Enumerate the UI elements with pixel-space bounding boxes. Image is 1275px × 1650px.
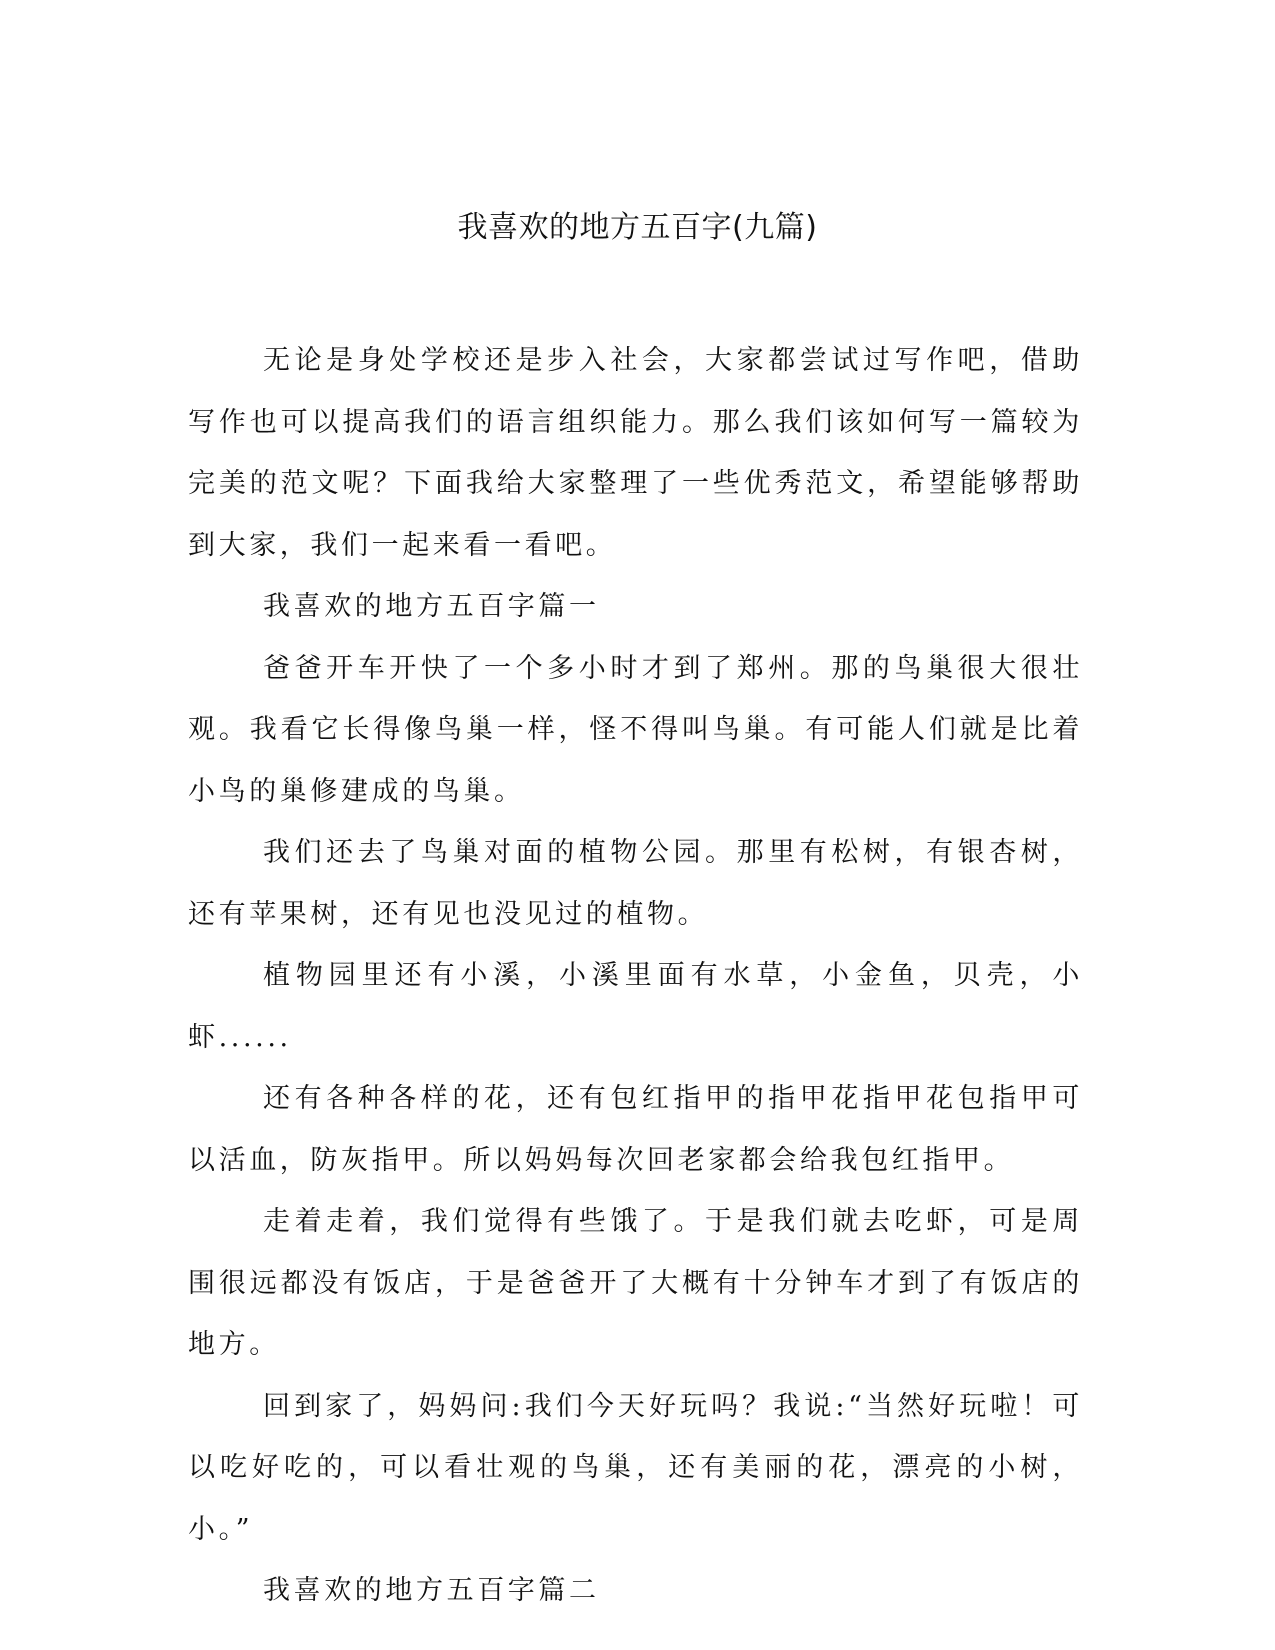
paragraph-intro: 无论是身处学校还是步入社会，大家都尝试过写作吧，借助写作也可以提高我们的语言组织能力。那么我们该如何写一篇较为完美的范文呢？下面我给大家整理了一些优秀范文，希望能够帮助到大家，我们一起来看一看吧。 [188, 345, 1083, 561]
document-title: 我喜欢的地方五百字(九篇) [457, 210, 818, 245]
paragraph: 植物园里还有小溪，小溪里面有水草，小金鱼，贝壳，小虾...... [188, 960, 1083, 1053]
paragraph: 回到家了，妈妈问:我们今天好玩吗？我说:“当然好玩啦！可以吃好吃的，可以看壮观的鸟巢，还有美丽的花，漂亮的小树，小。” [188, 1390, 1083, 1545]
paragraph: 走着走着，我们觉得有些饿了。于是我们就去吃虾，可是周围很远都没有饭店，于是爸爸开了大概有十分钟车才到了有饭店的地方。 [188, 1206, 1083, 1360]
paragraph: 爸爸开车开快了一个多小时才到了郑州。那的鸟巢很大很壮观。我看它长得像鸟巢一样，怪不得叫鸟巢。有可能人们就是比着小鸟的巢修建成的鸟巢。 [188, 652, 1083, 807]
paragraph: 我们还去了鸟巢对面的植物公园。那里有松树，有银杏树，还有苹果树，还有见也没见过的植物。 [188, 837, 1083, 930]
section-heading-2: 我喜欢的地方五百字篇二 [263, 1575, 600, 1606]
paragraph: 还有各种各样的花，还有包红指甲的指甲花指甲花包指甲可以活血，防灰指甲。所以妈妈每次回老家都会给我包红指甲。 [188, 1083, 1083, 1176]
section-heading-1: 我喜欢的地方五百字篇一 [263, 591, 600, 622]
document-body [188, 330, 1083, 1622]
